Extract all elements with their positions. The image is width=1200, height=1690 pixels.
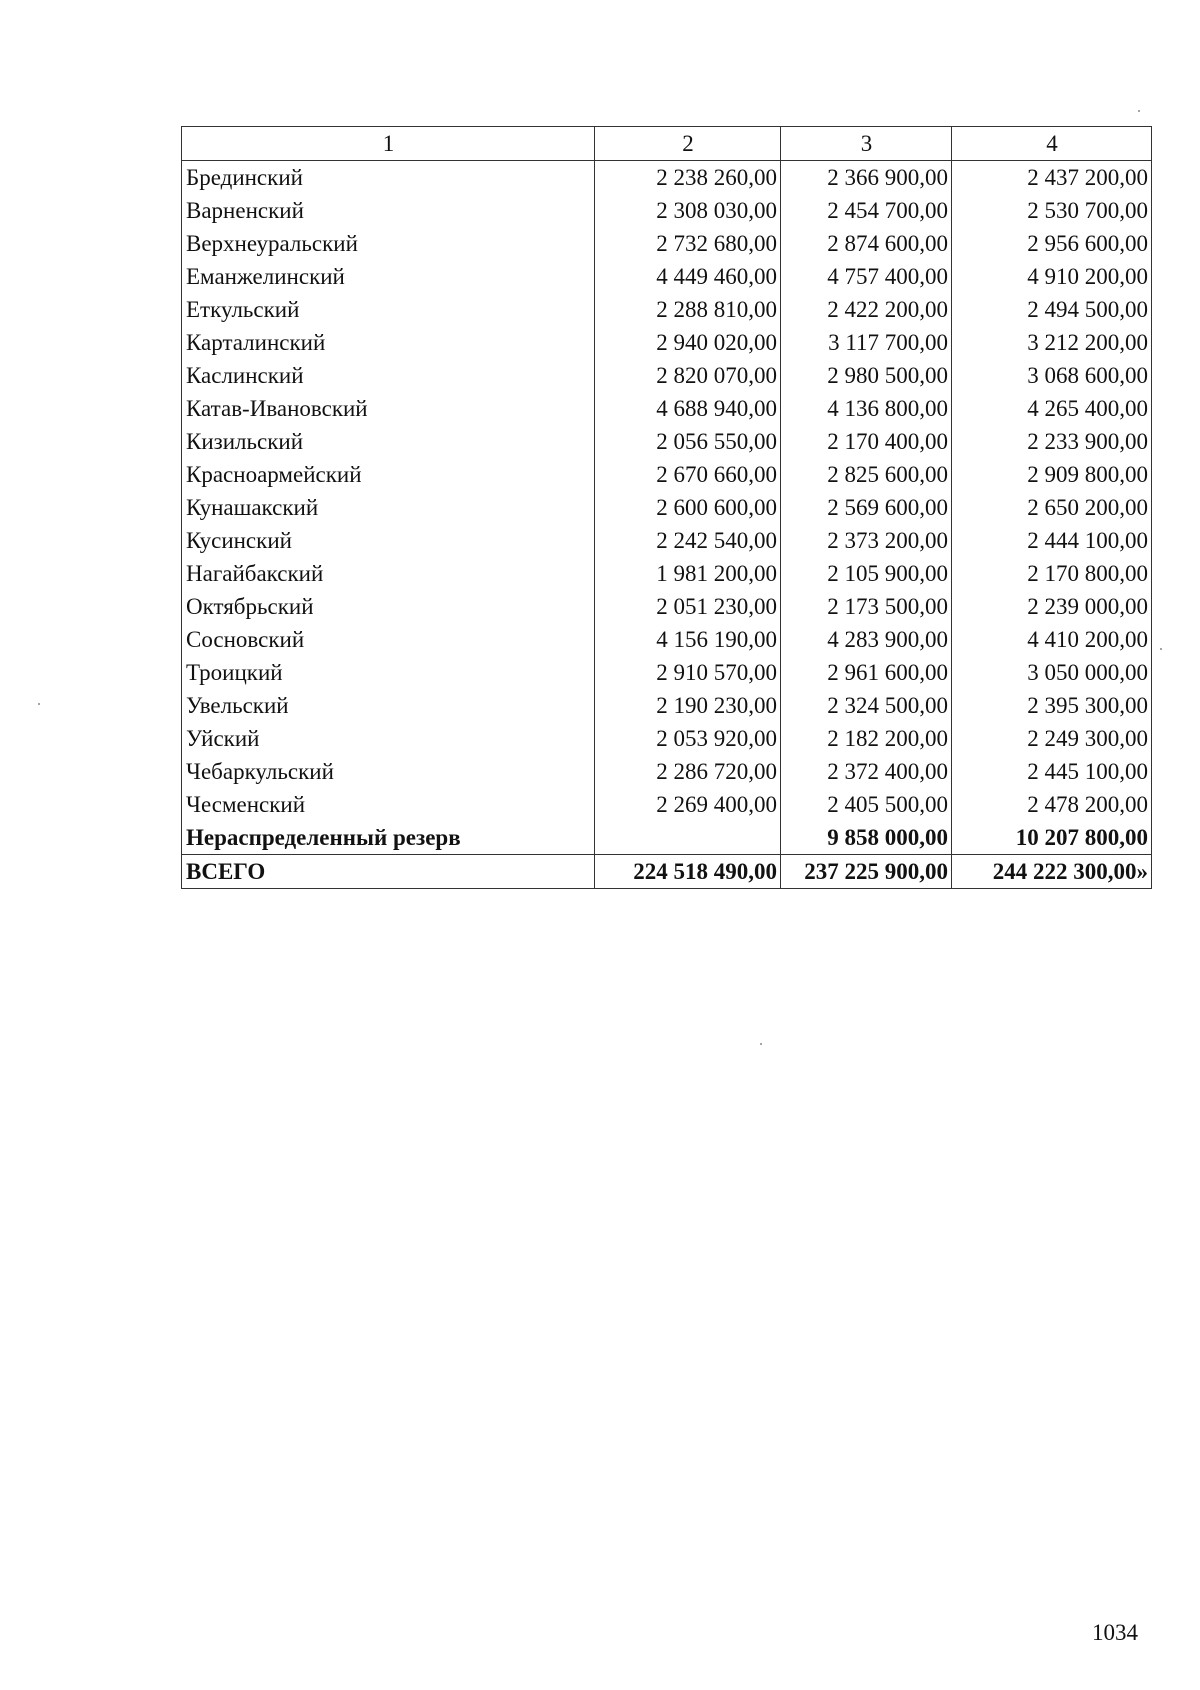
value-cell-col3: 2 454 700,00 bbox=[781, 194, 952, 227]
district-name-cell: Сосновский bbox=[182, 623, 595, 656]
value-cell-col3: 2 366 900,00 bbox=[781, 161, 952, 195]
district-name-cell: Еткульский bbox=[182, 293, 595, 326]
table-row bbox=[182, 788, 1152, 821]
district-name-cell: ВСЕГО bbox=[182, 855, 595, 889]
column-header-3: 3 bbox=[781, 127, 952, 161]
district-name-cell: Варненский bbox=[182, 194, 595, 227]
value-cell-col2 bbox=[595, 821, 781, 855]
scan-speck bbox=[1138, 110, 1140, 112]
district-name-cell: Карталинский bbox=[182, 326, 595, 359]
table-row bbox=[182, 491, 1152, 524]
value-cell-col4: 2 249 300,00 bbox=[952, 722, 1152, 755]
district-name-cell: Кизильский bbox=[182, 425, 595, 458]
table-body bbox=[182, 161, 1152, 889]
value-cell-col3: 2 961 600,00 bbox=[781, 656, 952, 689]
table-row bbox=[182, 722, 1152, 755]
district-name-cell: Увельский bbox=[182, 689, 595, 722]
value-cell-col2: 2 053 920,00 bbox=[595, 722, 781, 755]
value-cell-col4: 2 437 200,00 bbox=[952, 161, 1152, 195]
table-row bbox=[182, 689, 1152, 722]
table-row bbox=[182, 458, 1152, 491]
district-name-cell: Уйский bbox=[182, 722, 595, 755]
table-row bbox=[182, 227, 1152, 260]
table-row bbox=[182, 524, 1152, 557]
budget-table bbox=[181, 126, 1152, 889]
value-cell-col2: 224 518 490,00 bbox=[595, 855, 781, 889]
table-row bbox=[182, 392, 1152, 425]
value-cell-col4: 2 650 200,00 bbox=[952, 491, 1152, 524]
value-cell-col4: 2 530 700,00 bbox=[952, 194, 1152, 227]
value-cell-col2: 1 981 200,00 bbox=[595, 557, 781, 590]
value-cell-col3: 2 324 500,00 bbox=[781, 689, 952, 722]
table-row bbox=[182, 425, 1152, 458]
header-row bbox=[182, 127, 1152, 161]
value-cell-col3: 2 373 200,00 bbox=[781, 524, 952, 557]
table-row bbox=[182, 590, 1152, 623]
value-cell-col2: 2 910 570,00 bbox=[595, 656, 781, 689]
value-cell-col2: 2 288 810,00 bbox=[595, 293, 781, 326]
district-name-cell: Троицкий bbox=[182, 656, 595, 689]
table-row bbox=[182, 326, 1152, 359]
value-cell-col4: 4 410 200,00 bbox=[952, 623, 1152, 656]
value-cell-col3: 2 569 600,00 bbox=[781, 491, 952, 524]
value-cell-col4: 4 265 400,00 bbox=[952, 392, 1152, 425]
value-cell-col2: 2 286 720,00 bbox=[595, 755, 781, 788]
table-row bbox=[182, 623, 1152, 656]
value-cell-col4: 3 212 200,00 bbox=[952, 326, 1152, 359]
value-cell-col3: 2 405 500,00 bbox=[781, 788, 952, 821]
value-cell-col4: 2 445 100,00 bbox=[952, 755, 1152, 788]
district-name-cell: Каслинский bbox=[182, 359, 595, 392]
value-cell-col4: 2 395 300,00 bbox=[952, 689, 1152, 722]
value-cell-col2: 2 051 230,00 bbox=[595, 590, 781, 623]
value-cell-col3: 2 422 200,00 bbox=[781, 293, 952, 326]
district-name-cell: Октябрьский bbox=[182, 590, 595, 623]
scan-speck bbox=[38, 703, 40, 705]
value-cell-col2: 2 056 550,00 bbox=[595, 425, 781, 458]
value-cell-col4: 2 956 600,00 bbox=[952, 227, 1152, 260]
value-cell-col3: 2 173 500,00 bbox=[781, 590, 952, 623]
value-cell-col4: 2 494 500,00 bbox=[952, 293, 1152, 326]
table-row bbox=[182, 656, 1152, 689]
value-cell-col3: 4 757 400,00 bbox=[781, 260, 952, 293]
table-row bbox=[182, 293, 1152, 326]
value-cell-col4: 2 170 800,00 bbox=[952, 557, 1152, 590]
value-cell-col3: 3 117 700,00 bbox=[781, 326, 952, 359]
table-row bbox=[182, 755, 1152, 788]
value-cell-col2: 4 449 460,00 bbox=[595, 260, 781, 293]
column-header-4: 4 bbox=[952, 127, 1152, 161]
district-name-cell: Нераспределенный резерв bbox=[182, 821, 595, 855]
district-name-cell: Чесменский bbox=[182, 788, 595, 821]
value-cell-col2: 2 308 030,00 bbox=[595, 194, 781, 227]
value-cell-col2: 2 940 020,00 bbox=[595, 326, 781, 359]
table-row bbox=[182, 359, 1152, 392]
total-row bbox=[182, 855, 1152, 889]
value-cell-col2: 2 242 540,00 bbox=[595, 524, 781, 557]
district-name-cell: Кусинский bbox=[182, 524, 595, 557]
value-cell-col2: 4 156 190,00 bbox=[595, 623, 781, 656]
scan-speck bbox=[1160, 648, 1162, 650]
value-cell-col3: 237 225 900,00 bbox=[781, 855, 952, 889]
table-row bbox=[182, 557, 1152, 590]
column-header-1: 1 bbox=[182, 127, 595, 161]
value-cell-col4: 10 207 800,00 bbox=[952, 821, 1152, 855]
value-cell-col3: 2 825 600,00 bbox=[781, 458, 952, 491]
value-cell-col4: 2 478 200,00 bbox=[952, 788, 1152, 821]
district-name-cell: Еманжелинский bbox=[182, 260, 595, 293]
district-name-cell: Катав-Ивановский bbox=[182, 392, 595, 425]
value-cell-col4: 4 910 200,00 bbox=[952, 260, 1152, 293]
table-row bbox=[182, 260, 1152, 293]
district-name-cell: Красноармейский bbox=[182, 458, 595, 491]
value-cell-col2: 2 269 400,00 bbox=[595, 788, 781, 821]
value-cell-col3: 2 182 200,00 bbox=[781, 722, 952, 755]
district-name-cell: Нагайбакский bbox=[182, 557, 595, 590]
value-cell-col2: 2 600 600,00 bbox=[595, 491, 781, 524]
value-cell-col3: 2 372 400,00 bbox=[781, 755, 952, 788]
value-cell-col4: 2 233 900,00 bbox=[952, 425, 1152, 458]
value-cell-col3: 2 105 900,00 bbox=[781, 557, 952, 590]
value-cell-col4: 2 444 100,00 bbox=[952, 524, 1152, 557]
district-name-cell: Брединский bbox=[182, 161, 595, 195]
value-cell-col2: 4 688 940,00 bbox=[595, 392, 781, 425]
value-cell-col3: 9 858 000,00 bbox=[781, 821, 952, 855]
value-cell-col2: 2 238 260,00 bbox=[595, 161, 781, 195]
value-cell-col2: 2 670 660,00 bbox=[595, 458, 781, 491]
value-cell-col4: 3 068 600,00 bbox=[952, 359, 1152, 392]
district-name-cell: Кунашакский bbox=[182, 491, 595, 524]
table-row bbox=[182, 161, 1152, 195]
value-cell-col3: 2 980 500,00 bbox=[781, 359, 952, 392]
district-name-cell: Чебаркульский bbox=[182, 755, 595, 788]
scan-speck bbox=[760, 1043, 762, 1045]
value-cell-col2: 2 190 230,00 bbox=[595, 689, 781, 722]
district-name-cell: Верхнеуральский bbox=[182, 227, 595, 260]
value-cell-col4: 3 050 000,00 bbox=[952, 656, 1152, 689]
value-cell-col2: 2 820 070,00 bbox=[595, 359, 781, 392]
value-cell-col3: 4 136 800,00 bbox=[781, 392, 952, 425]
value-cell-col2: 2 732 680,00 bbox=[595, 227, 781, 260]
reserve-row bbox=[182, 821, 1152, 855]
value-cell-col3: 2 874 600,00 bbox=[781, 227, 952, 260]
value-cell-col3: 4 283 900,00 bbox=[781, 623, 952, 656]
column-header-2: 2 bbox=[595, 127, 781, 161]
value-cell-col4: 244 222 300,00» bbox=[952, 855, 1152, 889]
table-row bbox=[182, 194, 1152, 227]
page-number: 1034 bbox=[1092, 1620, 1138, 1645]
value-cell-col4: 2 239 000,00 bbox=[952, 590, 1152, 623]
value-cell-col4: 2 909 800,00 bbox=[952, 458, 1152, 491]
value-cell-col3: 2 170 400,00 bbox=[781, 425, 952, 458]
